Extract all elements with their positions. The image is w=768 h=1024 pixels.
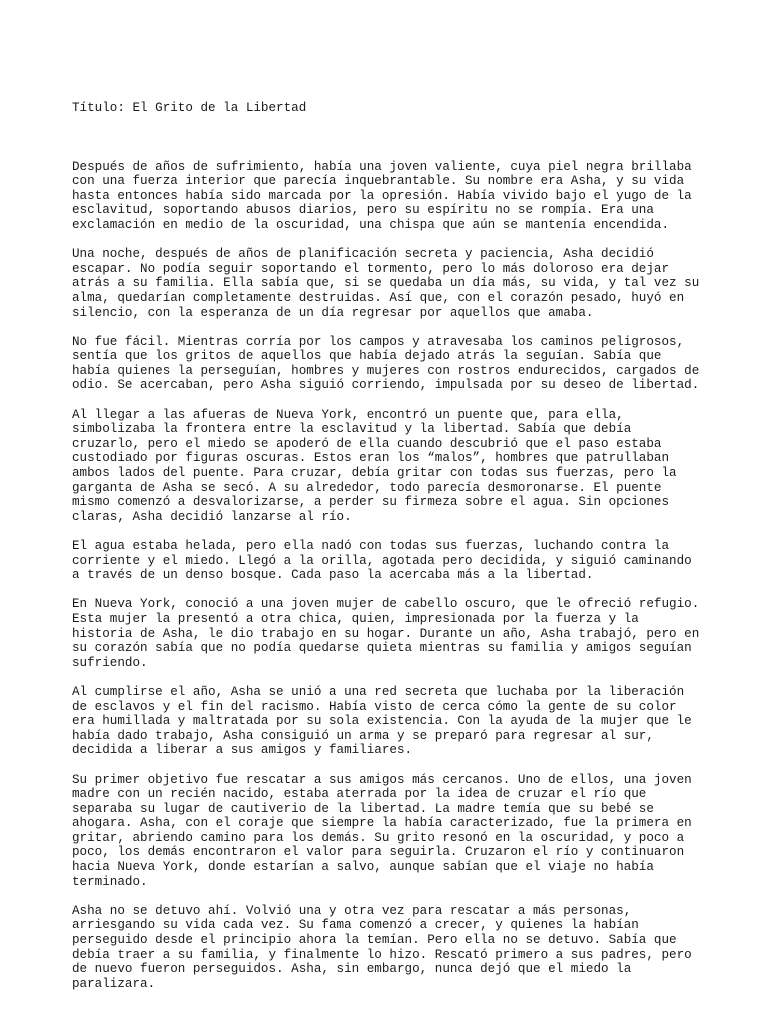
document-title: Título: El Grito de la Libertad: [72, 101, 307, 116]
paragraph: [72, 335, 702, 393]
paragraph-line: silencio, con la esperanza de un día regresar por aquellos que amaba.: [72, 305, 594, 320]
paragraph-line: No fue fácil. Mientras corría por los campos y atravesaba los caminos peligrosos,: [72, 334, 685, 349]
paragraph-line: hacia Nueva York, donde estarían a salvo, aunque sabían que el viaje no había: [72, 860, 654, 875]
paragraph-line: claras, Asha decidió lanzarse al río.: [72, 509, 352, 524]
paragraph-line: Al cumplirse el año, Asha se unió a una red secreta que luchaba por la liberación: [72, 684, 685, 699]
document-page: [72, 72, 702, 1021]
paragraph-line: terminado.: [72, 874, 148, 889]
paragraph-line: corriente y el miedo. Llegó a la orilla, agotada pero decidida, y siguió caminando: [72, 553, 692, 568]
paragraph-line: debía traer a su familia, y finalmente lo hizo. Rescató primero a sus padres, pero: [72, 947, 692, 962]
paragraph-line: simbolizaba la frontera entre la esclavitud y la libertad. Sabía que debía: [72, 422, 632, 437]
paragraph-line: custodiado por figuras oscuras. Estos eran los “malos”, hombres que patrullaban: [72, 451, 670, 466]
paragraph-line: con una fuerza interior que parecía inquebrantable. Su nombre era Asha, y su vida: [72, 174, 685, 189]
paragraph-line: escapar. No podía seguir soportando el tormento, pero lo más doloroso era dejar: [72, 261, 670, 276]
paragraph-line: madre con un recién nacido, estaba aterrada por la idea de cruzar el río que: [72, 787, 647, 802]
paragraph-line: Asha no se detuvo ahí. Volvió una y otra vez para rescatar a más personas,: [72, 903, 632, 918]
paragraph-line: En Nueva York, conoció a una joven mujer de cabello oscuro, que le ofreció refugio.: [72, 597, 700, 612]
paragraph: [72, 904, 702, 992]
paragraph-line: esclavitud, soportando abusos diarios, pero su espíritu no se rompía. Era una: [72, 203, 654, 218]
paragraph-line: gritar, abriendo camino para los demás. Su grito resonó en la oscuridad, y poco a: [72, 830, 685, 845]
paragraph-line: Una noche, después de años de planificación secreta y paciencia, Asha decidió: [72, 247, 654, 262]
paragraph-line: El agua estaba helada, pero ella nadó con todas sus fuerzas, luchando contra la: [72, 539, 670, 553]
paragraph-line: perseguido desde el principio ahora la temían. Pero ella no se detuvo. Sabía que: [72, 933, 677, 948]
paragraph-line: atrás a su familia. Ella sabía que, si se quedaba un día más, su vida, y tal vez su: [72, 276, 700, 291]
paragraph-line: cruzarlo, pero el miedo se apoderó de ella cuando descubrió que el paso estaba: [72, 436, 662, 451]
paragraph-line: ahogara. Asha, con el coraje que siempre la había caracterizado, fue la primera en: [72, 816, 692, 831]
paragraph: [72, 247, 702, 320]
paragraph-line: mismo comenzó a desvalorizarse, a perder su firmeza sobre el agua. Sin opciones: [72, 495, 670, 510]
paragraph-line: de nuevo fueron perseguidos. Asha, sin embargo, nunca dejó que el miedo la: [72, 962, 632, 977]
paragraph-line: sentía que los gritos de aquellos que había dejado atrás la seguían. Sabía que: [72, 349, 662, 364]
paragraph-line: Al llegar a las afueras de Nueva York, encontró un puente que, para ella,: [72, 407, 624, 422]
paragraph-line: sufriendo.: [72, 655, 148, 670]
paragraph-line: separaba su lugar de cautiverio de la libertad. La madre temía que su bebé se: [72, 801, 654, 816]
paragraph: [72, 160, 702, 233]
paragraph-line: odio. Se acercaban, pero Asha siguió corriendo, impulsada por su deseo de libertad.: [72, 378, 700, 393]
paragraph: [72, 773, 702, 890]
paragraph-line: alma, quedarían completamente destruidas. Así que, con el corazón pesado, huyó en: [72, 290, 685, 305]
paragraph: [72, 685, 702, 758]
paragraph-line: poco, los demás encontraron el valor para seguirla. Cruzaron el río y continuaron: [72, 845, 685, 860]
paragraph: [72, 539, 702, 583]
paragraph-line: Después de años de sufrimiento, había una joven valiente, cuya piel negra brillaba: [72, 159, 692, 174]
paragraph-line: había quienes la perseguían, hombres y mujeres con rostros endurecidos, cargados de: [72, 363, 700, 378]
paragraph-line: ambos lados del puente. Para cruzar, debía gritar con todas sus fuerzas, pero la: [72, 466, 677, 481]
paragraph-line: arriesgando su vida cada vez. Su fama comenzó a crecer, y quienes la habían: [72, 918, 639, 933]
paragraph-line: exclamación en medio de la oscuridad, una chispa que aún se mantenía encendida.: [72, 217, 670, 232]
paragraph-line: era humillada y maltratada por su sola existencia. Con la ayuda de la mujer que le: [72, 714, 692, 729]
paragraph-line: paralizara.: [72, 976, 156, 991]
paragraph-line: Su primer objetivo fue rescatar a sus amigos más cercanos. Uno de ellos, una joven: [72, 772, 692, 787]
paragraph-line: garganta de Asha se secó. A su alrededor, todo parecía desmoronarse. El puente: [72, 480, 662, 495]
paragraph-line: decidida a liberar a sus amigos y familiares.: [72, 743, 413, 758]
document-body: [72, 160, 702, 992]
paragraph-line: historia de Asha, le dio trabajo en su hogar. Durante un año, Asha trabajó, pero en: [72, 626, 700, 641]
paragraph-line: Esta mujer la presentó a otra chica, quien, impresionada por la fuerza y la: [72, 611, 639, 626]
paragraph-line: hasta entonces había sido marcada por la opresión. Había vivido bajo el yugo de la: [72, 188, 692, 203]
paragraph: [72, 408, 702, 525]
paragraph: [72, 597, 702, 670]
paragraph-line: su corazón sabía que no podía quedarse quieta mientras su familia y amigos seguían: [72, 641, 692, 656]
paragraph-line: a través de un denso bosque. Cada paso la acercaba más a la libertad.: [72, 568, 594, 583]
paragraph-line: de esclavos y el fin del racismo. Había visto de cerca cómo la gente de su color: [72, 699, 677, 714]
paragraph-line: había dado trabajo, Asha consiguió un arma y se preparó para regresar al sur,: [72, 728, 654, 743]
